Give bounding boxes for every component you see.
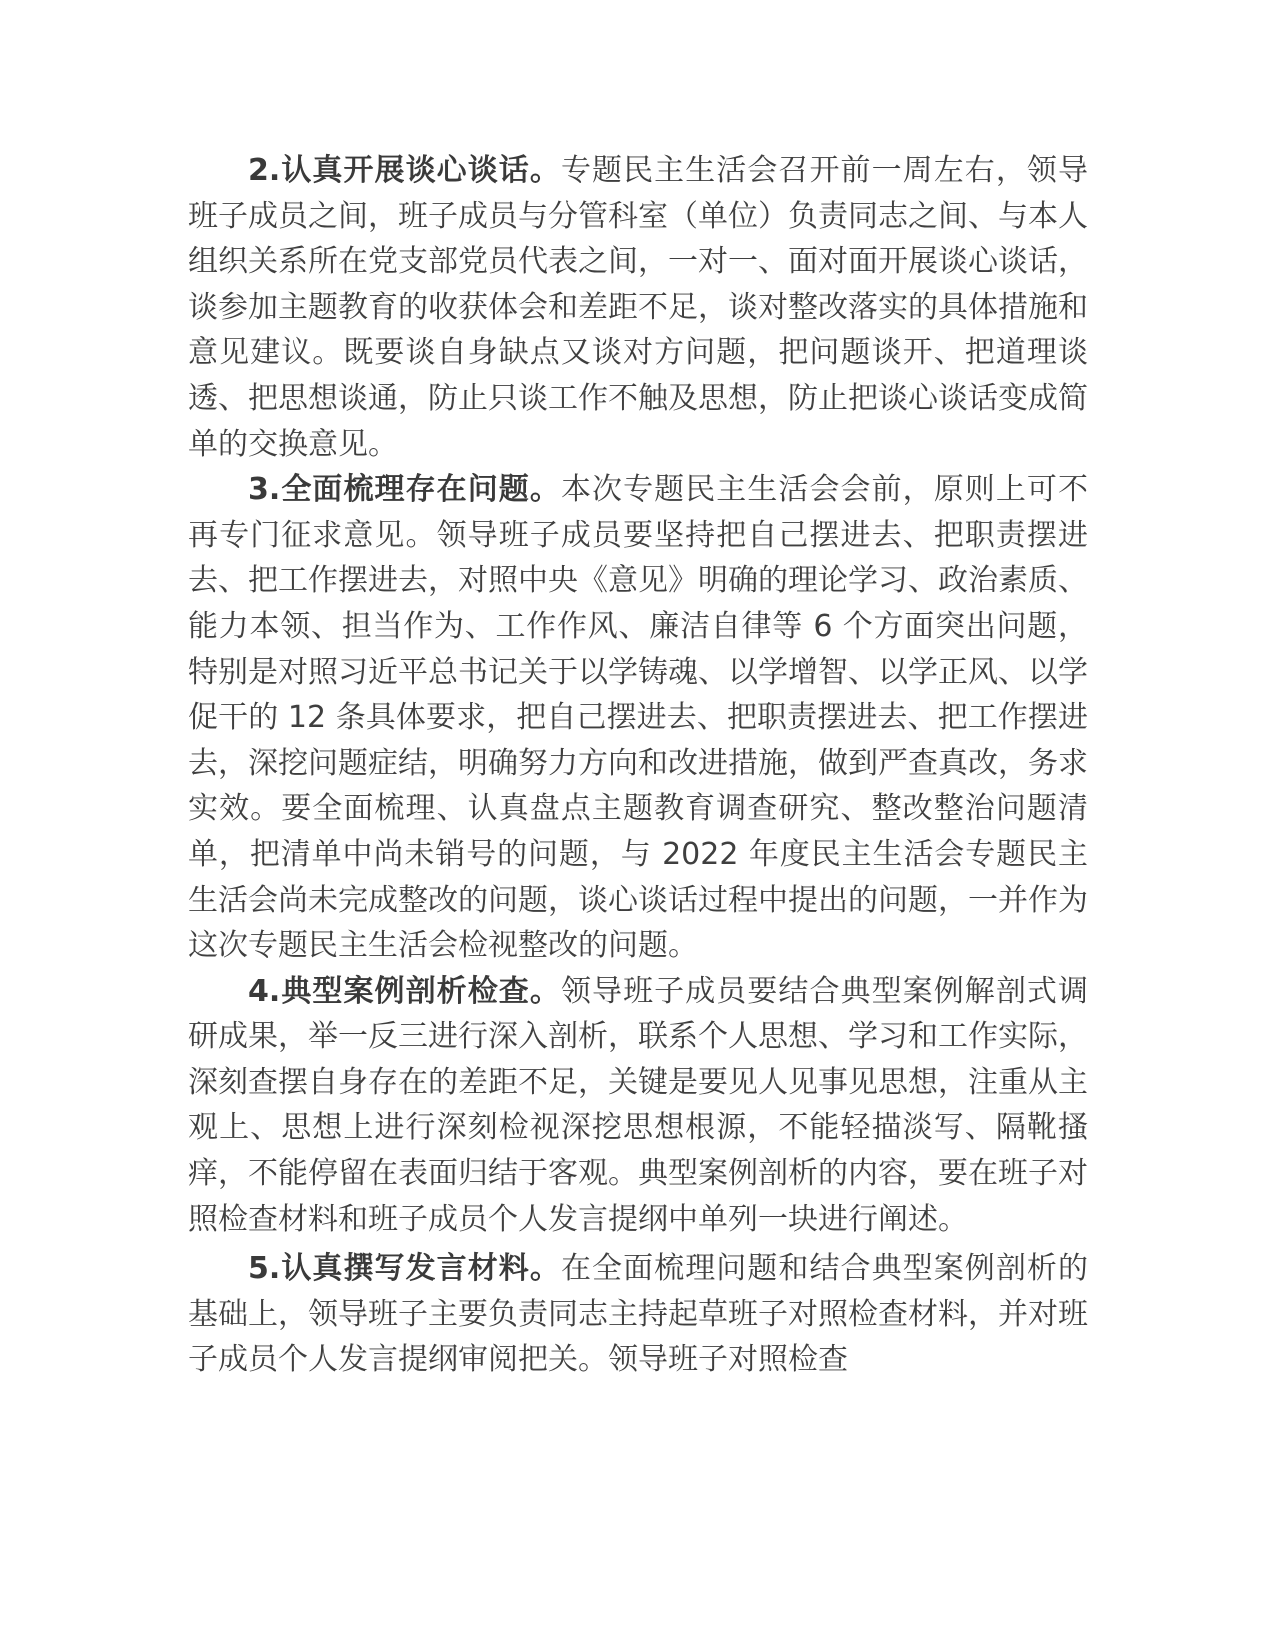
paragraph-heading: 4.典型案例剖析检查。: [248, 973, 561, 1009]
paragraph-heading: 2.认真开展谈心谈话。: [248, 153, 561, 188]
paragraph-case-analysis: [188, 969, 1088, 1243]
paragraph-body: 专题民主生活会召开前一周左右，领导班子成员之间，班子成员与分管科室（单位）负责同志之间、与本人组织关系所在党支部党员代表之间，一对一、面对面开展谈心谈话，谈参加主题教育的收获体会和差距不足，谈对整改落实的具体措施和意见建议。既要谈自身缺点又谈对方问题，把问题谈开、把道理谈透、把思想谈通，防止只谈工作不触及思想，防止把谈心谈话变成简单的交换意见。: [188, 153, 1088, 462]
paragraph-talk: [188, 148, 1088, 467]
document-page: [188, 148, 1088, 1383]
paragraph-writing: [188, 1246, 1088, 1383]
paragraph-heading: 5.认真撰写发言材料。: [248, 1251, 561, 1287]
paragraph-body: 本次专题民主生活会会前，原则上可不再专门征求意见。领导班子成员要坚持把自己摆进去、把职责摆进去、把工作摆进去，对照中央《意见》明确的理论学习、政治素质、能力本领、担当作为、工作作风、廉洁自律等 6 个方面突出问题，特别是对照习近平总书记关于以学铸魂、以学增智、以学正风、以学促干的 12 条具体要求，把自己摆进去、把职责摆进去、把工作摆进去，深挖问题症结，明确努力方向和改进措施，做到严查真改，务求实效。要全面梳理、认真盘点主题教育调查研究、整改整治问题清单，把清单中尚未销号的问题，与 2022 年度民主生活会专题民主生活会尚未完成整改的问题，谈心谈话过程中提出的问题，一并作为这次专题民主生活会检视整改的问题。: [188, 472, 1088, 964]
paragraph-problems: [188, 467, 1088, 969]
paragraph-body: 在全面梳理问题和结合典型案例剖析的基础上，领导班子主要负责同志主持起草班子对照检查材料，并对班子成员个人发言提纲审阅把关。领导班子对照检查: [188, 1251, 1088, 1378]
paragraph-heading: 3.全面梳理存在问题。: [248, 472, 561, 508]
paragraph-body: 领导班子成员要结合典型案例解剖式调研成果，举一反三进行深入剖析，联系个人思想、学习和工作实际，深刻查摆自身存在的差距不足，关键是要见人见事见思想，注重从主观上、思想上进行深刻检视深挖思想根源，不能轻描淡写、隔靴搔痒，不能停留在表面归结于客观。典型案例剖析的内容，要在班子对照检查材料和班子成员个人发言提纲中单列一块进行阐述。: [188, 973, 1088, 1237]
